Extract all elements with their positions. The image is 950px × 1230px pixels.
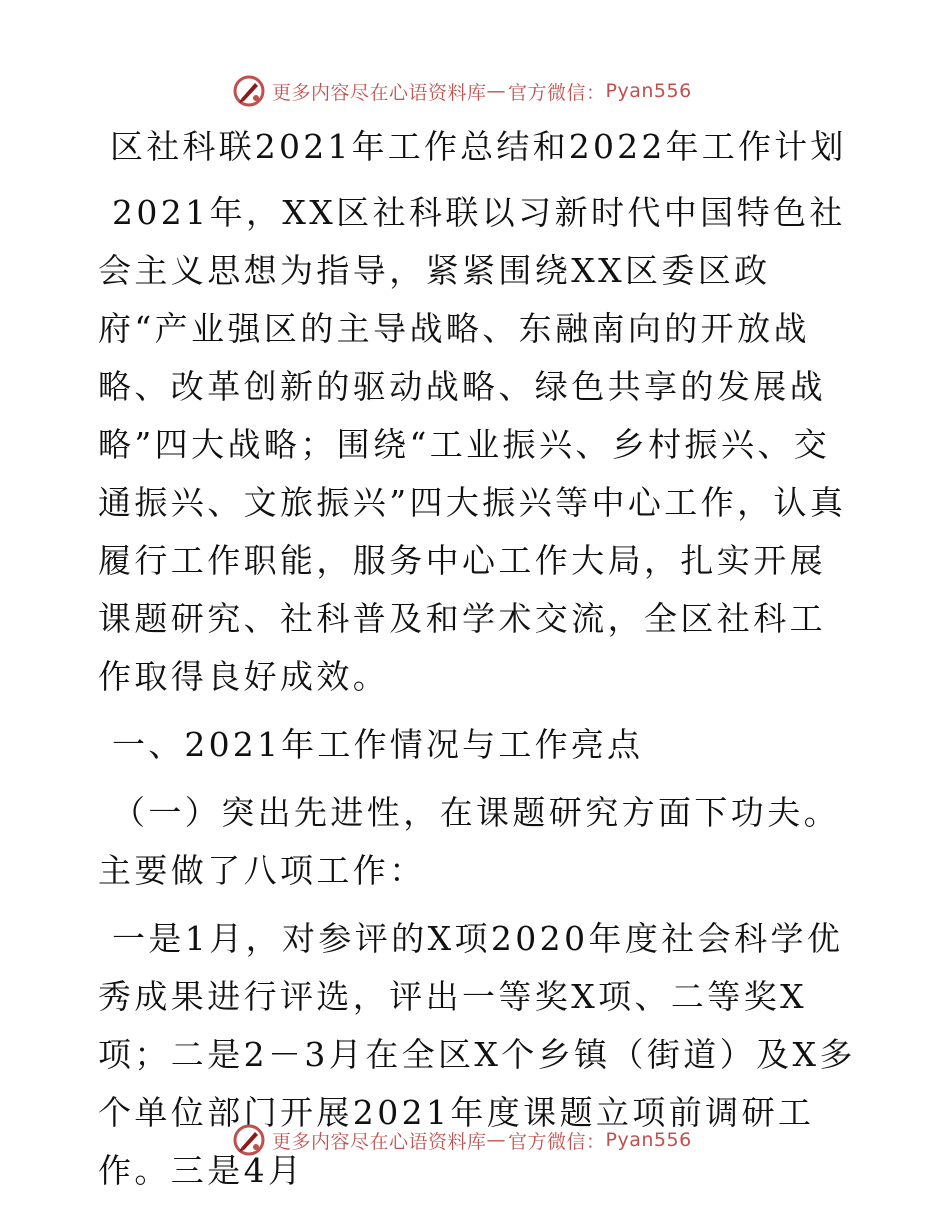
subsection-paragraph: （一）突出先进性，在课题研究方面下功夫。主要做了八项工作：	[98, 793, 840, 890]
watermark-footer	[232, 1122, 692, 1158]
watermark-text: 更多内容尽在心语资料库	[272, 1130, 487, 1153]
watermark-official-label: 官方微信：	[508, 81, 606, 104]
quill-pen-logo-icon	[232, 74, 266, 108]
intro-paragraph: 2021年，XX区社科联以习新时代中国特色社会主义思想为指导，紧紧围绕XX区委区政府“产业强区的主导战略、东融南向的开放战略、改革创新的驱动战略、绿色共享的发展战略”四大战略；围绕“工业振兴、乡村振兴、交通振兴、文旅振兴”四大振兴等中心工作，认真履行工作职能，服务中心工作大局，扎实开展课题研究、社科普及和学术交流，全区社科工作取得良好成效。	[98, 193, 847, 696]
watermark-dash: —	[486, 1129, 507, 1151]
section-heading: 一、2021年工作情况与工作亮点	[112, 725, 644, 764]
document-title: 区社科联2021年工作总结和2022年工作计划	[110, 127, 847, 166]
watermark-wechat-id: Pyan556	[605, 1129, 692, 1151]
watermark-official-label: 官方微信：	[508, 1130, 606, 1153]
watermark-dash: —	[486, 80, 507, 102]
quill-pen-logo-icon	[232, 1123, 266, 1157]
document-body	[98, 122, 858, 1210]
watermark-wechat-id: Pyan556	[605, 80, 692, 102]
watermark-text: 更多内容尽在心语资料库	[272, 81, 487, 104]
watermark-header	[232, 73, 692, 109]
body-paragraph: 一是1月，对参评的X项2020年度社会科学优秀成果进行评选，评出一等奖X项、二等奖X项；二是2－3月在全区X个乡镇（街道）及X多个单位部门开展2021年度课题立项前调研工作。三是4月	[98, 919, 856, 1190]
